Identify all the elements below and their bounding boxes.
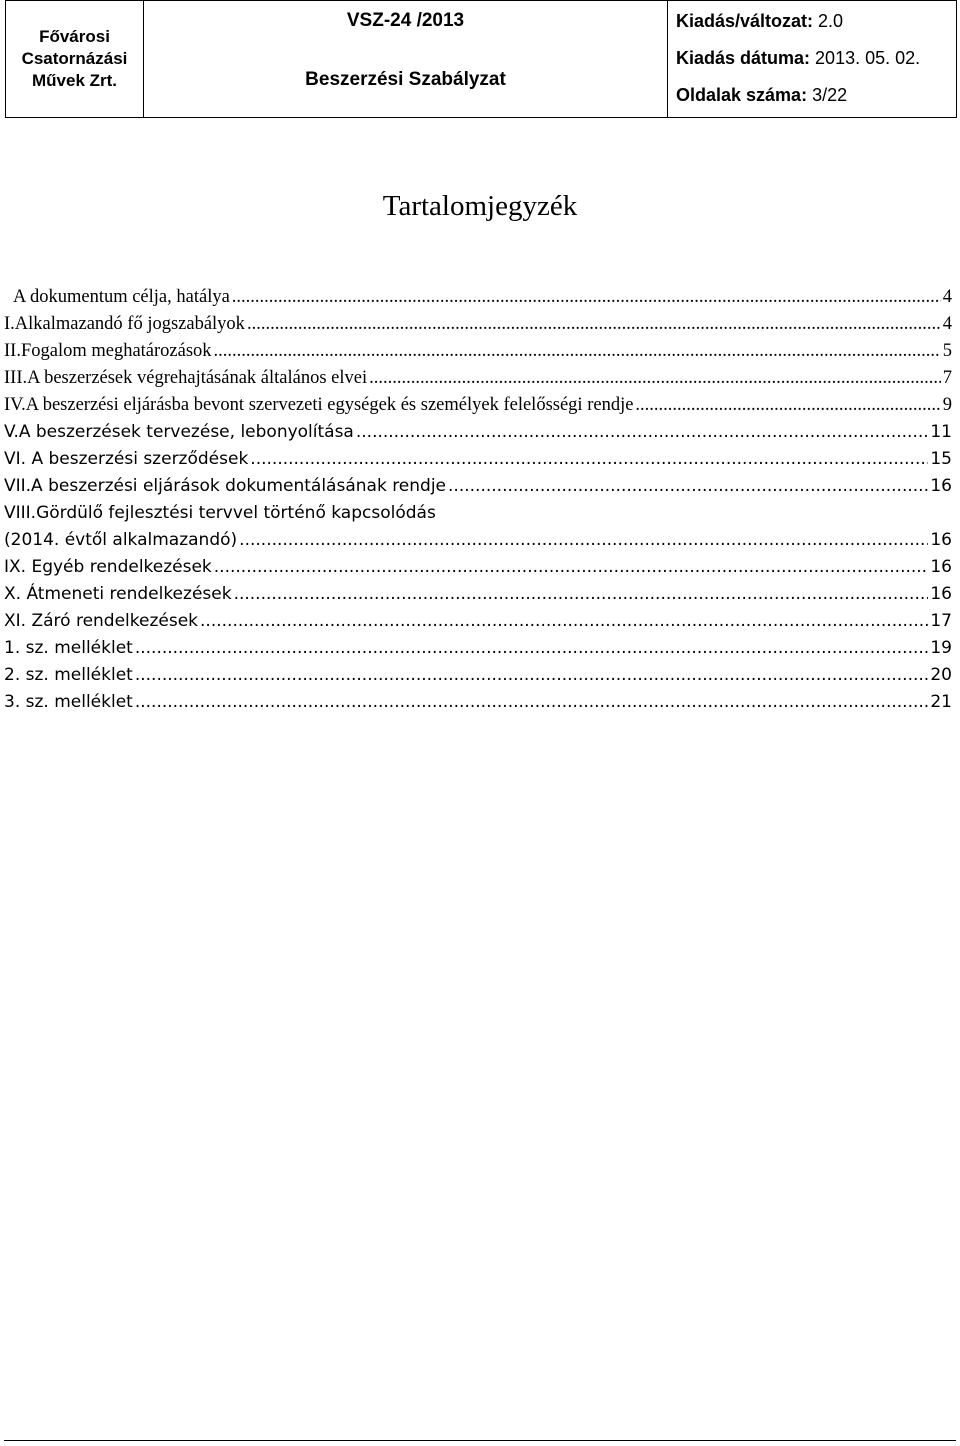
document-header bbox=[5, 0, 957, 118]
toc-entry[interactable] bbox=[4, 692, 952, 719]
version-value: 2.0 bbox=[813, 11, 844, 31]
toc-leader bbox=[250, 449, 928, 469]
document-id-cell bbox=[144, 1, 668, 117]
toc-title: Tartalomjegyzék bbox=[382, 190, 578, 222]
toc-entry-label: V.A beszerzések tervezése, lebonyolítása bbox=[4, 422, 354, 442]
page-count-value: 3/22 bbox=[807, 85, 848, 105]
page-count-row bbox=[676, 83, 956, 120]
toc-entry[interactable] bbox=[4, 314, 952, 341]
document-title: Beszerzési Szabályzat bbox=[305, 69, 506, 90]
toc-entry-label: 2. sz. melléklet bbox=[4, 665, 133, 685]
toc-entry-label: I.Alkalmazandó fő jogszabályok bbox=[4, 314, 245, 334]
toc-entry-label: II.Fogalom meghatározások bbox=[4, 341, 212, 361]
toc-entry-label: VII.A beszerzési eljárások dokumentálásának rendje bbox=[4, 476, 447, 496]
org-name-line-2: Csatornázási bbox=[21, 49, 128, 68]
toc-entry-page: 20 bbox=[930, 665, 952, 685]
toc-leader bbox=[247, 314, 941, 335]
toc-entry[interactable] bbox=[4, 368, 952, 395]
toc-leader bbox=[234, 584, 929, 604]
toc-entry[interactable] bbox=[4, 341, 952, 368]
table-of-contents bbox=[4, 287, 952, 719]
toc-entry-page: 17 bbox=[930, 611, 952, 631]
toc-leader bbox=[135, 665, 929, 685]
toc-leader bbox=[135, 692, 929, 712]
toc-entry-page: 21 bbox=[930, 692, 952, 712]
toc-entry[interactable] bbox=[4, 476, 952, 503]
toc-entry[interactable] bbox=[4, 584, 952, 611]
toc-entry-page: 11 bbox=[930, 422, 952, 442]
issue-date-row bbox=[676, 46, 956, 83]
toc-entry-page: 16 bbox=[930, 530, 952, 550]
toc-leader bbox=[356, 422, 929, 442]
toc-entry-page: 16 bbox=[930, 476, 952, 496]
toc-entry-label: 3. sz. melléklet bbox=[4, 692, 133, 712]
issue-date-label: Kiadás dátuma: bbox=[676, 48, 811, 68]
version-label: Kiadás/változat: bbox=[676, 11, 814, 31]
toc-entry-page: 7 bbox=[942, 368, 952, 388]
toc-entry-page: 5 bbox=[942, 341, 952, 361]
toc-entry[interactable] bbox=[4, 449, 952, 476]
toc-entry-label: IV.A beszerzési eljárásba bevont szervezeti egységek és személyek felelősségi rendje bbox=[4, 395, 634, 415]
org-name-line-1: Fővárosi bbox=[39, 27, 110, 46]
org-name-line-3: Művek Zrt. bbox=[31, 71, 118, 90]
toc-entry-page: 16 bbox=[930, 584, 952, 604]
organization-cell bbox=[6, 1, 144, 117]
footer-rule bbox=[4, 1440, 956, 1441]
toc-entry[interactable] bbox=[4, 287, 952, 314]
toc-entry-label: III.A beszerzések végrehajtásának általános elvei bbox=[4, 368, 368, 388]
toc-entry[interactable] bbox=[4, 395, 952, 422]
toc-entry[interactable] bbox=[4, 638, 952, 665]
toc-entry-label: VI. A beszerzési szerződések bbox=[4, 449, 249, 469]
document-meta-cell bbox=[668, 1, 956, 117]
version-row bbox=[676, 9, 956, 46]
toc-entry-label: VIII.Gördülő fejlesztési tervvel történő kapcsolódás bbox=[4, 503, 436, 523]
toc-entry[interactable] bbox=[4, 530, 952, 557]
toc-entry-label: A dokumentum célja, hatálya bbox=[13, 287, 230, 307]
toc-entry[interactable] bbox=[4, 422, 952, 449]
toc-entry-page: 15 bbox=[930, 449, 952, 469]
toc-entry[interactable] bbox=[4, 557, 952, 584]
toc-leader bbox=[214, 341, 941, 362]
toc-entry-page: 4 bbox=[942, 314, 952, 334]
toc-entry-page: 19 bbox=[930, 638, 952, 658]
toc-entry-label: IX. Egyéb rendelkezések bbox=[4, 557, 212, 577]
toc-entry[interactable] bbox=[4, 611, 952, 638]
toc-entry[interactable] bbox=[4, 665, 952, 692]
toc-leader bbox=[214, 557, 929, 577]
toc-entry[interactable] bbox=[4, 503, 952, 530]
page-count-label: Oldalak száma: bbox=[676, 85, 808, 105]
toc-leader bbox=[200, 611, 928, 631]
document-code: VSZ-24 /2013 bbox=[346, 10, 465, 31]
toc-entry-page: 9 bbox=[942, 395, 952, 415]
toc-leader bbox=[635, 395, 940, 416]
toc-entry-page: 16 bbox=[930, 557, 952, 577]
toc-leader bbox=[448, 476, 928, 496]
toc-leader bbox=[369, 368, 941, 389]
toc-entry-page: 4 bbox=[942, 287, 952, 307]
toc-entry-label: (2014. évtől alkalmazandó) bbox=[4, 530, 238, 550]
toc-entry-label: XI. Záró rendelkezések bbox=[4, 611, 199, 631]
toc-entry-label: 1. sz. melléklet bbox=[4, 638, 133, 658]
toc-leader bbox=[135, 638, 929, 658]
issue-date-value: 2013. 05. 02. bbox=[810, 48, 921, 68]
toc-entry-label: X. Átmeneti rendelkezések bbox=[4, 584, 232, 604]
toc-leader bbox=[239, 530, 928, 550]
toc-leader bbox=[232, 287, 941, 308]
